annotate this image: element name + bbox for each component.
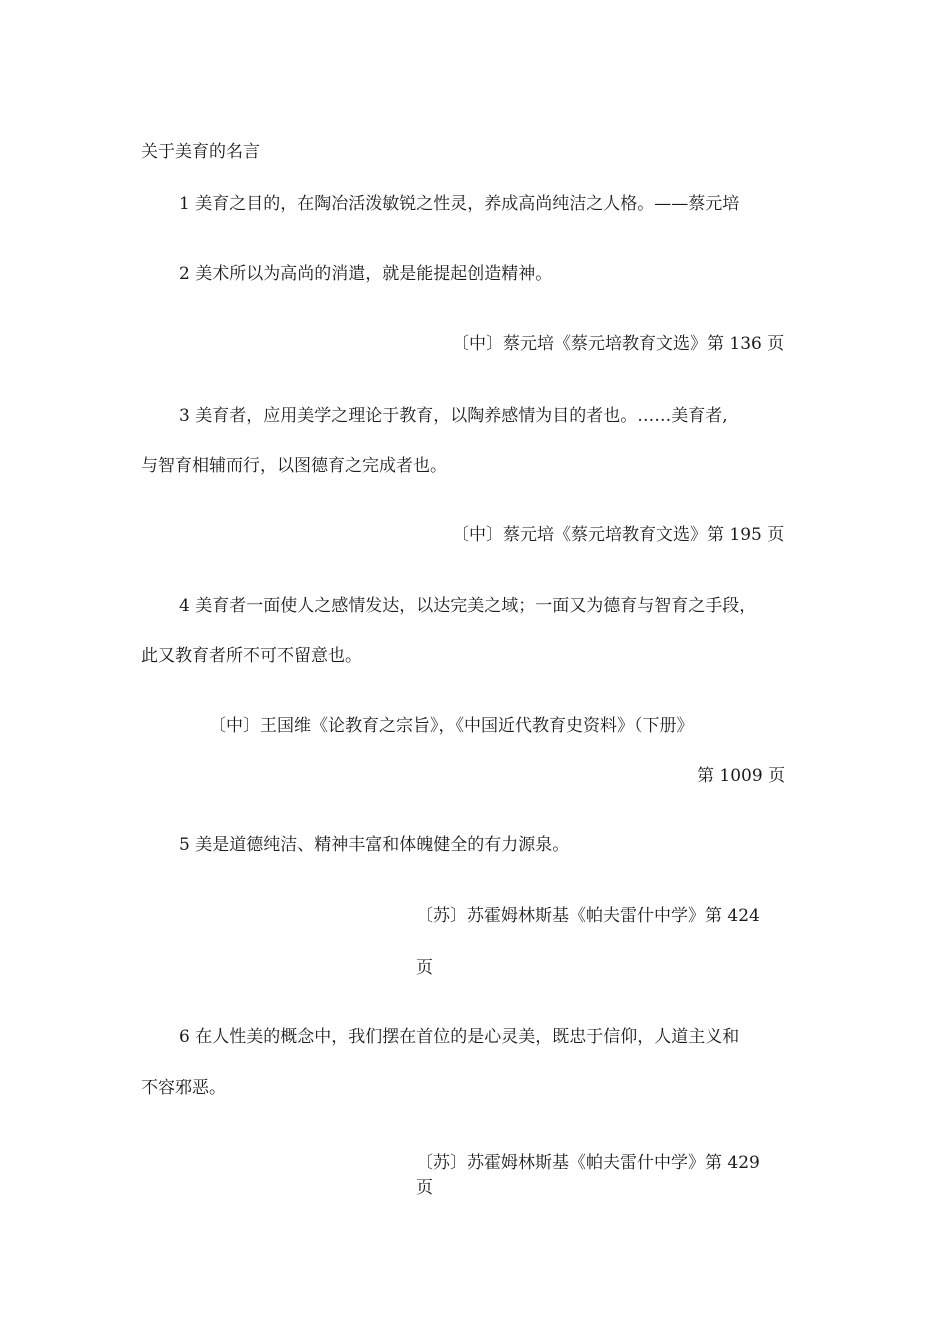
quote-5: 5 美是道德纯洁、精神丰富和体魄健全的有力源泉。 [179, 835, 570, 855]
document-title: 关于美育的名言 [141, 142, 260, 162]
quote-3-line-2: 与智育相辅而行，以图德育之完成者也。 [141, 456, 447, 476]
quote-6-source-line-1: 〔苏〕苏霍姆林斯基《帕夫雷什中学》第 429 [416, 1153, 760, 1173]
quote-4-line-1: 4 美育者一面使人之感情发达，以达完美之域；一面又为德育与智育之手段， [179, 596, 757, 616]
quote-6-source-line-2: 页 [416, 1178, 433, 1198]
quote-2-source: 〔中〕蔡元培《蔡元培教育文选》第 136 页 [452, 334, 785, 354]
quote-4-line-2: 此又教育者所不可不留意也。 [141, 646, 362, 666]
quote-2: 2 美术所以为高尚的消遣，就是能提起创造精神。 [179, 264, 553, 284]
quote-3-source: 〔中〕蔡元培《蔡元培教育文选》第 195 页 [452, 525, 785, 545]
quote-5-source-line-2: 页 [416, 958, 433, 978]
quote-1: 1 美育之目的，在陶冶活泼敏锐之性灵，养成高尚纯洁之人格。——蔡元培 [179, 194, 740, 214]
quote-6-line-1: 6 在人性美的概念中，我们摆在首位的是心灵美，既忠于信仰，人道主义和 [179, 1027, 740, 1047]
quote-4-source-line-1: 〔中〕王国维《论教育之宗旨》，《中国近代教育史资料》（下册》 [209, 716, 694, 736]
quote-4-source-line-2: 第 1009 页 [697, 766, 786, 786]
quote-5-source-line-1: 〔苏〕苏霍姆林斯基《帕夫雷什中学》第 424 [416, 906, 760, 926]
quote-3-line-1: 3 美育者，应用美学之理论于教育，以陶养感情为目的者也。……美育者, [179, 406, 728, 426]
quote-6-line-2: 不容邪恶。 [141, 1078, 226, 1098]
